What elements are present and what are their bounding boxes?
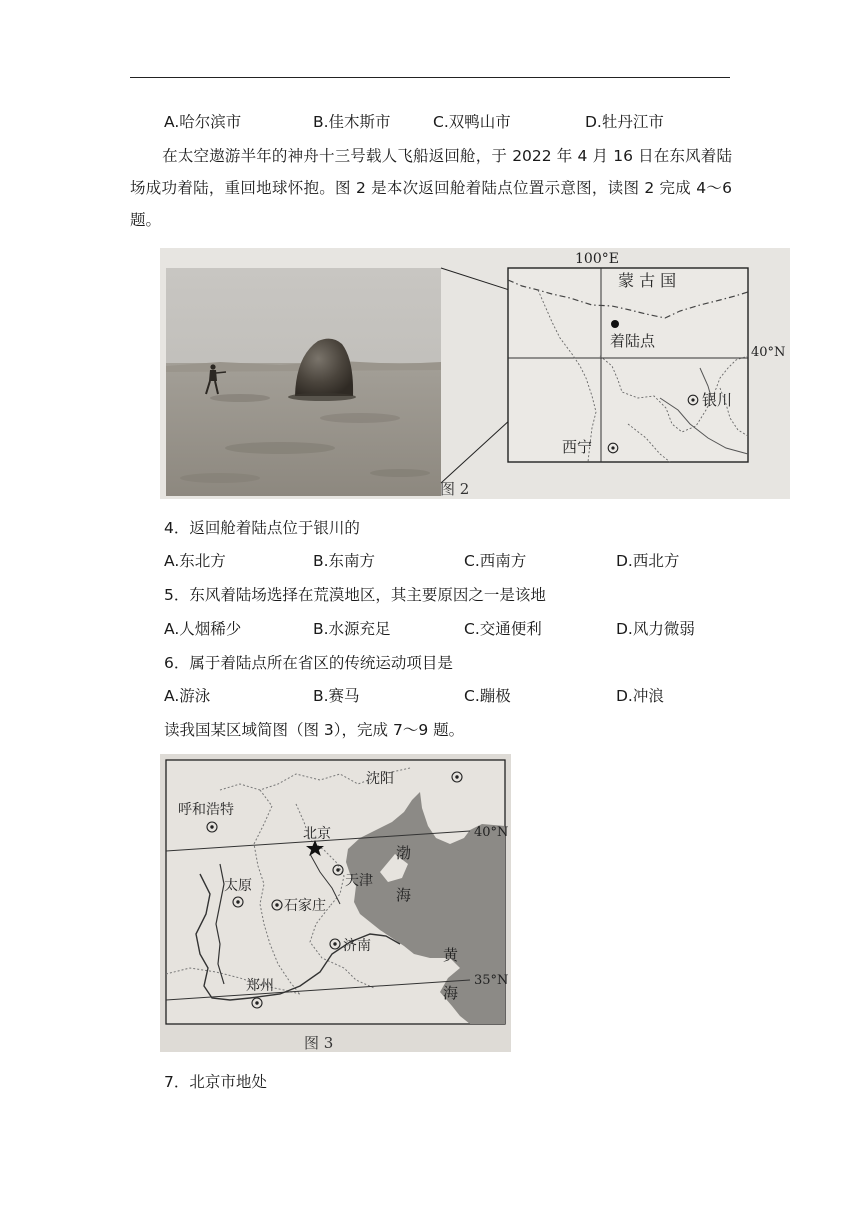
- q5-stem: 5．东风着陆场选择在荒漠地区，其主要原因之一是该地: [164, 586, 546, 604]
- q4-stem: 4．返回舱着陆点位于银川的: [164, 519, 360, 537]
- landing-label: 着陆点: [610, 332, 656, 350]
- q5-option-d: D.风力微弱: [616, 620, 695, 638]
- q3-option-a: A.哈尔滨市: [164, 113, 242, 131]
- figure-2-caption: 图 2: [440, 480, 470, 498]
- huanghai-label-2: 海: [443, 984, 459, 1002]
- q5-option-a: A.人烟稀少: [164, 620, 242, 638]
- q3-option-b: B.佳木斯市: [313, 113, 391, 131]
- beijing-label: 北京: [303, 826, 331, 842]
- figure-2-svg: [160, 248, 790, 499]
- q3-option-c: C.双鸭山市: [433, 113, 511, 131]
- lat-label: 40°N: [751, 345, 786, 360]
- huanghai-label-1: 黄: [443, 946, 459, 964]
- zhengzhou-label: 郑州: [246, 978, 274, 994]
- figure-2: [160, 248, 790, 499]
- intro-paragraph-1: [130, 140, 732, 236]
- q6-option-d: D.冲浪: [616, 687, 664, 705]
- q7-stem: 7．北京市地处: [164, 1073, 267, 1091]
- q5-option-c: C.交通便利: [464, 620, 542, 638]
- q6-option-c: C.蹦极: [464, 687, 511, 705]
- figure-3-svg: [160, 754, 511, 1052]
- yinchuan-label: 银川: [702, 391, 733, 409]
- q6-option-b: B.赛马: [313, 687, 360, 705]
- landing-map: [508, 251, 785, 462]
- hohhot-label: 呼和浩特: [178, 802, 234, 818]
- shenyang-label: 沈阳: [366, 771, 394, 787]
- q4-option-a: A.东北方: [164, 552, 226, 570]
- q3-option-d: D.牡丹江市: [585, 113, 664, 131]
- taiyuan-label: 太原: [224, 878, 252, 894]
- jinan-label: 济南: [343, 938, 371, 954]
- tianjin-label: 天津: [345, 873, 373, 889]
- shijiazhuang-label: 石家庄: [284, 898, 326, 914]
- intro-text-1: 在太空遨游半年的神舟十三号载人飞船返回舱，于 2022 年 4 月 16 日在东风着陆场成功着陆，重回地球怀抱。图 2 是本次返回舱着陆点位置示意图，读图 2 完成 4～6 题。: [130, 147, 732, 229]
- country-label: 蒙 古 国: [618, 271, 677, 290]
- xining-label: 西宁: [562, 438, 593, 456]
- landing-point-marker: [611, 320, 619, 328]
- lon-label: 100°E: [575, 251, 619, 267]
- lat35-label: 35°N: [474, 973, 509, 988]
- bohai-label-2: 海: [396, 886, 412, 904]
- figure-3-caption: 图 3: [304, 1034, 334, 1052]
- q4-option-d: D.西北方: [616, 552, 680, 570]
- lat40-label: 40°N: [474, 825, 509, 840]
- header-rule: [130, 77, 730, 78]
- q6-stem: 6．属于着陆点所在省区的传统运动项目是: [164, 654, 453, 672]
- figure-3: [160, 754, 511, 1052]
- q5-option-b: B.水源充足: [313, 620, 391, 638]
- intro-paragraph-2: 读我国某区域简图（图 3），完成 7～9 题。: [164, 721, 465, 739]
- q6-option-a: A.游泳: [164, 687, 211, 705]
- capsule-photo: [166, 268, 441, 496]
- q4-option-c: C.西南方: [464, 552, 527, 570]
- bohai-label-1: 渤: [396, 844, 412, 862]
- q4-option-b: B.东南方: [313, 552, 376, 570]
